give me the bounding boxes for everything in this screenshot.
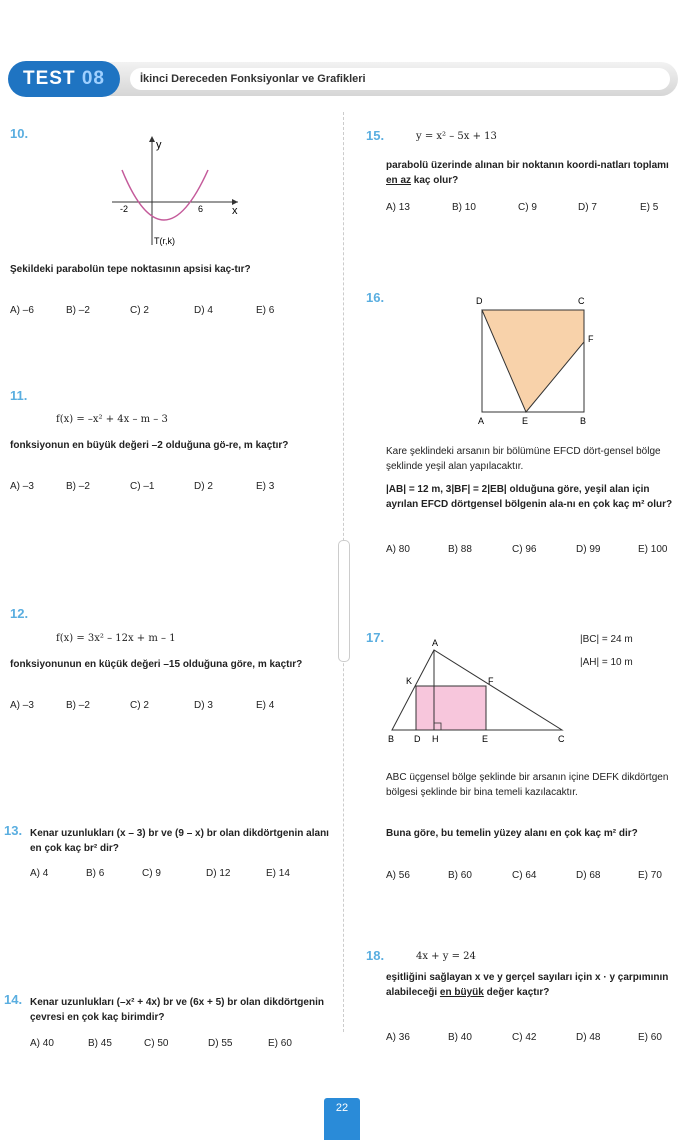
q10-x-label: x bbox=[232, 205, 238, 217]
q17-label-h: H bbox=[432, 734, 439, 744]
q15-text-underline: en az bbox=[386, 175, 412, 186]
q13-number: 13. bbox=[4, 823, 23, 838]
q14-choices bbox=[30, 1038, 292, 1049]
q16-figure bbox=[466, 292, 606, 432]
center-mark bbox=[338, 540, 350, 662]
q10-text: Şekildeki parabolün tepe noktasının apsisi kaç-tır? bbox=[10, 264, 251, 275]
q10-left-root: -2 bbox=[120, 204, 129, 214]
q17-choice-d[interactable]: D) 68 bbox=[576, 870, 601, 881]
q17-text1: ABC üçgensel bölge şeklinde bir arsanın içine DEFK dikdörtgen bölgesi şeklinde bir bina temeli kazılacaktır. bbox=[386, 772, 669, 798]
q15-choices bbox=[386, 202, 658, 213]
q11-text: fonksiyonun en büyük değeri –2 olduğuna gö-re, m kaçtır? bbox=[10, 440, 289, 451]
q17-number: 17. bbox=[366, 630, 385, 645]
q14-choice-e[interactable]: E) 60 bbox=[268, 1038, 292, 1049]
q11-choice-b[interactable]: B) –2 bbox=[66, 481, 90, 492]
q13-text: Kenar uzunlukları (x – 3) br ve (9 – x) br olan dikdörtgenin alanı en çok kaç br² dir? bbox=[30, 828, 329, 854]
q16-label-c: C bbox=[578, 296, 585, 306]
q17-label-d: D bbox=[414, 734, 421, 744]
q10-number: 10. bbox=[10, 126, 29, 141]
q17-text2: Buna göre, bu temelin yüzey alanı en çok kaç m² dir? bbox=[386, 828, 638, 839]
q17-choices bbox=[386, 870, 662, 881]
q11-choice-a[interactable]: A) –3 bbox=[10, 481, 34, 492]
q10-graph bbox=[100, 130, 250, 250]
q12-choice-b[interactable]: B) –2 bbox=[66, 700, 90, 711]
q16-label-d: D bbox=[476, 296, 483, 306]
q18-choice-e[interactable]: E) 60 bbox=[638, 1032, 662, 1043]
q12-equation: f(x) = 3x² – 12x + m – 1 bbox=[56, 633, 176, 644]
q16-choice-a[interactable]: A) 80 bbox=[386, 544, 410, 555]
q16-label-a: A bbox=[478, 416, 485, 426]
q17-label-c: C bbox=[558, 734, 565, 744]
q17-figure bbox=[382, 634, 582, 746]
q11-choice-d[interactable]: D) 2 bbox=[194, 481, 213, 492]
test-label: TEST bbox=[23, 68, 76, 89]
q11-choice-c[interactable]: C) –1 bbox=[130, 481, 155, 492]
q17-label-k: K bbox=[406, 676, 413, 686]
q14-number: 14. bbox=[4, 992, 23, 1007]
q11-choice-e[interactable]: E) 3 bbox=[256, 481, 275, 492]
q14-choice-d[interactable]: D) 55 bbox=[208, 1038, 233, 1049]
q14-choice-b[interactable]: B) 45 bbox=[88, 1038, 112, 1049]
q16-choice-d[interactable]: D) 99 bbox=[576, 544, 601, 555]
q12-choices bbox=[10, 700, 274, 711]
q10-right-root: 6 bbox=[198, 204, 204, 214]
q17-label-a: A bbox=[432, 638, 439, 648]
q18-number: 18. bbox=[366, 948, 385, 963]
header-title: İkinci Dereceden Fonksiyonlar ve Grafikleri bbox=[130, 68, 670, 90]
q11-choices bbox=[10, 481, 274, 492]
q18-text-post: değer kaçtır? bbox=[483, 987, 550, 998]
q18-text-pre: eşitliğini sağlayan x ve y gerçel sayıları için x · y çarpımının alabileceği bbox=[386, 972, 669, 998]
q17-choice-c[interactable]: C) 64 bbox=[512, 870, 537, 881]
q16-choice-c[interactable]: C) 96 bbox=[512, 544, 537, 555]
q11-number: 11. bbox=[10, 388, 28, 403]
test-badge bbox=[8, 61, 120, 97]
q13-choice-e[interactable]: E) 14 bbox=[266, 868, 290, 879]
q17-choice-a[interactable]: A) 56 bbox=[386, 870, 410, 881]
q17-label-b: B bbox=[388, 734, 395, 744]
q16-label-b: B bbox=[580, 416, 587, 426]
test-number: 08 bbox=[81, 68, 105, 89]
q15-text bbox=[386, 158, 682, 188]
q13-choice-c[interactable]: C) 9 bbox=[142, 868, 161, 879]
q13-choice-b[interactable]: B) 6 bbox=[86, 868, 105, 879]
q17-given2: |AH| = 10 m bbox=[580, 657, 633, 668]
q10-choice-e[interactable]: E) 6 bbox=[256, 305, 275, 316]
q17-choice-e[interactable]: E) 70 bbox=[638, 870, 662, 881]
q15-text-pre: parabolü üzerinde alınan bir noktanın koordi-natları toplamı bbox=[386, 160, 669, 171]
q12-choice-e[interactable]: E) 4 bbox=[256, 700, 275, 711]
q13-choices bbox=[30, 868, 290, 879]
q10-choice-b[interactable]: B) –2 bbox=[66, 305, 90, 316]
q15-choice-a[interactable]: A) 13 bbox=[386, 202, 410, 213]
q17-given1: |BC| = 24 m bbox=[580, 634, 633, 645]
q16-choice-b[interactable]: B) 88 bbox=[448, 544, 472, 555]
q16-choices bbox=[386, 544, 667, 555]
q18-equation: 4x + y = 24 bbox=[416, 951, 476, 962]
q15-text-post: kaç olur? bbox=[411, 175, 459, 186]
q16-label-f: F bbox=[588, 334, 594, 344]
q18-choice-b[interactable]: B) 40 bbox=[448, 1032, 472, 1043]
q13-choice-a[interactable]: A) 4 bbox=[30, 868, 49, 879]
q18-text bbox=[386, 970, 682, 1000]
q10-choices bbox=[10, 305, 274, 316]
q18-choices bbox=[386, 1032, 662, 1043]
q16-text1: Kare şeklindeki arsanın bir bölümüne EFCD dört-gensel bölge şeklinde yeşil alan yapılacaktır. bbox=[386, 446, 661, 472]
q10-choice-a[interactable]: A) –6 bbox=[10, 305, 34, 316]
q15-choice-c[interactable]: C) 9 bbox=[518, 202, 537, 213]
q16-text2: |AB| = 12 m, 3|BF| = 2|EB| olduğuna göre, yeşil alan için ayrılan EFCD dörtgensel bölgenin ala-nı en çok kaç m² olur? bbox=[386, 484, 673, 510]
q17-choice-b[interactable]: B) 60 bbox=[448, 870, 472, 881]
q12-number: 12. bbox=[10, 606, 29, 621]
q11-equation: f(x) = –x² + 4x – m – 3 bbox=[56, 414, 168, 425]
q16-label-e: E bbox=[522, 416, 529, 426]
q18-choice-d[interactable]: D) 48 bbox=[576, 1032, 601, 1043]
q13-choice-d[interactable]: D) 12 bbox=[206, 868, 231, 879]
q15-number: 15. bbox=[366, 128, 385, 143]
q15-choice-b[interactable]: B) 10 bbox=[452, 202, 476, 213]
q12-choice-d[interactable]: D) 3 bbox=[194, 700, 213, 711]
q17-label-f: F bbox=[488, 676, 494, 686]
q12-choice-c[interactable]: C) 2 bbox=[130, 700, 149, 711]
q10-choice-c[interactable]: C) 2 bbox=[130, 305, 149, 316]
q15-choice-e[interactable]: E) 5 bbox=[640, 202, 659, 213]
q15-choice-d[interactable]: D) 7 bbox=[578, 202, 597, 213]
q16-number: 16. bbox=[366, 290, 385, 305]
q18-choice-a[interactable]: A) 36 bbox=[386, 1032, 410, 1043]
q12-choice-a[interactable]: A) –3 bbox=[10, 700, 34, 711]
q17-label-e: E bbox=[482, 734, 489, 744]
q10-y-label: y bbox=[156, 139, 162, 151]
q10-choice-d[interactable]: D) 4 bbox=[194, 305, 213, 316]
q18-text-underline: en büyük bbox=[439, 987, 484, 998]
page-number: 22 bbox=[324, 1098, 360, 1140]
q14-choice-c[interactable]: C) 50 bbox=[144, 1038, 169, 1049]
q15-equation: y = x² – 5x + 13 bbox=[416, 131, 497, 142]
q16-choice-e[interactable]: E) 100 bbox=[638, 544, 668, 555]
q18-choice-c[interactable]: C) 42 bbox=[512, 1032, 537, 1043]
q10-vertex-label: T(r,k) bbox=[154, 236, 175, 246]
q14-choice-a[interactable]: A) 40 bbox=[30, 1038, 54, 1049]
q14-text: Kenar uzunlukları (–x² + 4x) br ve (6x + 5) br olan dikdörtgenin çevresi en çok kaç birimdir? bbox=[30, 997, 324, 1023]
q12-text: fonksiyonunun en küçük değeri –15 olduğuna göre, m kaçtır? bbox=[10, 659, 303, 670]
